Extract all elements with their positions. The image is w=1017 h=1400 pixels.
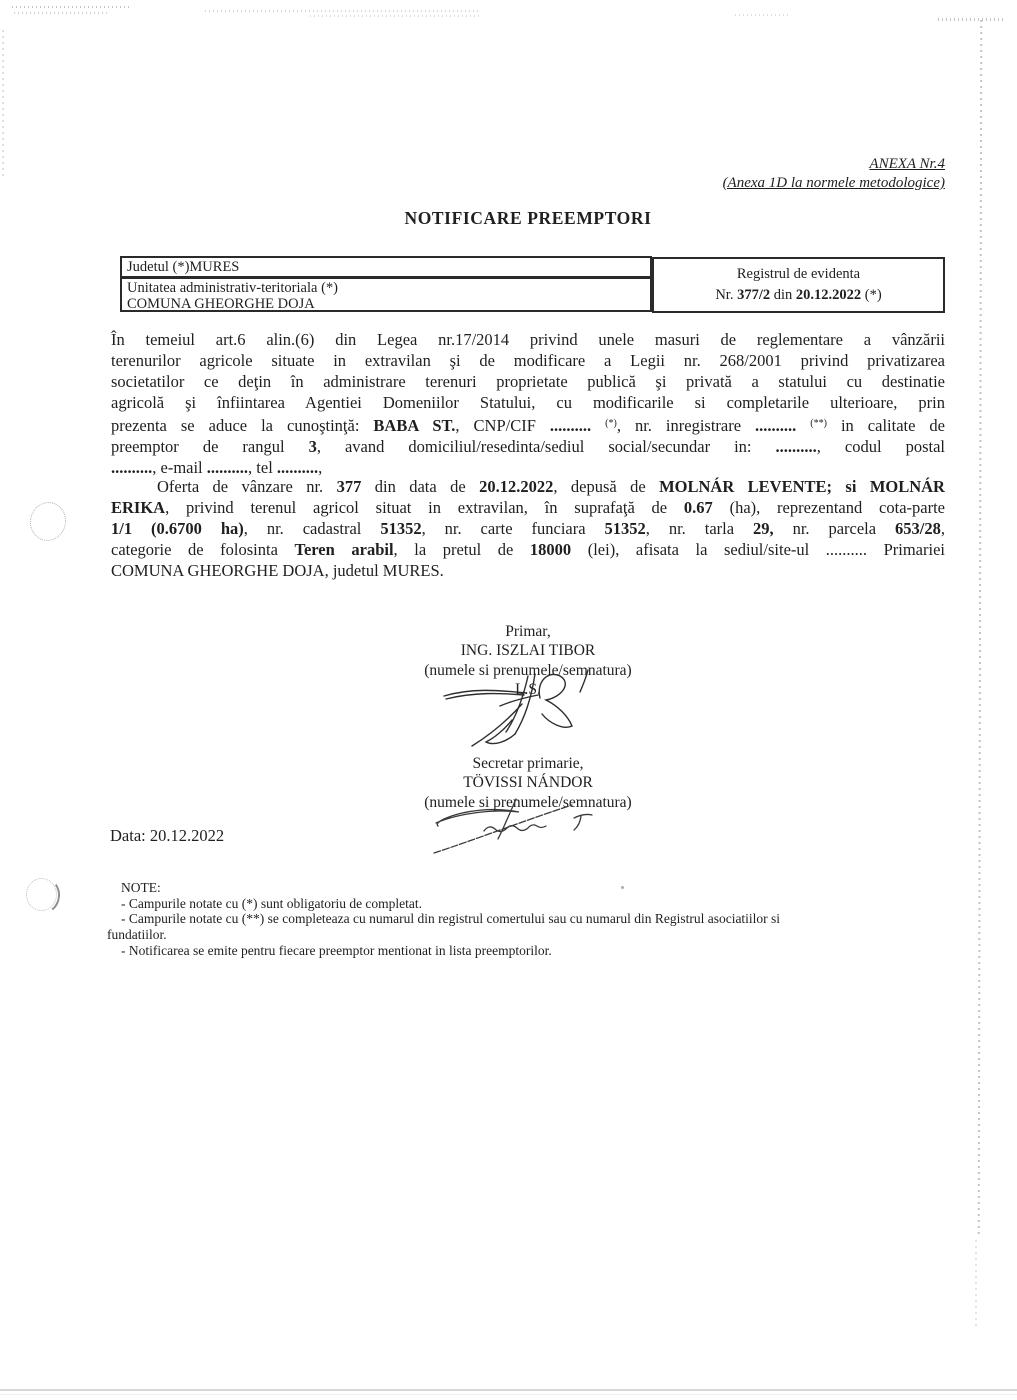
document-title: NOTIFICARE PREEMPTORI [404, 208, 652, 228]
scan-noise-top-mid [205, 10, 480, 12]
secretar-role: Secretar primarie, [472, 755, 584, 772]
hole-punch-mark-upper [26, 499, 69, 545]
secretar-caption: (numele si prenumele/semnatura) [424, 793, 632, 811]
scan-noise-top-right [735, 14, 790, 16]
table-cell-judet: Judetul (*)MURES [120, 256, 652, 278]
annex-line-2: (Anexa 1D la normele metodologice) [722, 175, 945, 191]
scan-noise-right-edge-faded [975, 1240, 977, 1330]
scan-bottom-line-2 [0, 1394, 1017, 1395]
scan-noise-top-mid-2 [310, 15, 480, 17]
primar-caption: (numele si prenumele/semnatura) [424, 661, 632, 679]
secretar-name: TÖVISSI NÁNDOR [463, 774, 593, 792]
paragraph-legal-basis: În temeiul art.6 alin.(6) din Legea nr.17/2014 privind unele masuri de reglementare a vânzării terenurilor agricole situate in extravilan şi de modificare a Legii nr. 268/2001 privind privatizarea societatilor ce deţin în administrare terenuri proprietate publică şi privată a statului cu destinatie agricolă şi înfiintarea Agentiei Domeniilor Statului, cu modificarile si completarile ulterioare, prin prezenta se aduce la cunoştinţă: BABA ST., CNP/CIF .......... (*), nr. inregistrare .......... (**) in calitate de preemptor de rangul 3, avand domiciliul/resedinta/sediul social/secundar in: .........., codul postal .........., e-mail .........., tel .........., [111, 330, 946, 477]
paragraph-sale-offer: Oferta de vânzare nr. 377 din data de 20.12.2022, depusă de MOLNÁR LEVENTE; si MOLNÁR ERIKA, privind terenul agricol situat in extravilan, în suprafaţă de 0.67 (ha), reprezentand cota-parte 1/1 (0.6700 ha), nr. cadastral 51352, nr. carte funciara 51352, nr. tarla 29, nr. parcela 653/28, categorie de folosinta Teren arabil, la pretul de 18000 (lei), afisata la sediul/site-ul .......... Primariei COMUNA GHEORGHE DOJA, judetul MURES. [111, 477, 946, 580]
table-cell-uat [120, 277, 652, 312]
primar-ls: L.S. [515, 681, 541, 699]
annex-reference [723, 155, 945, 193]
uat-value: COMUNA GHEORGHE DOJA [127, 296, 315, 312]
notes-list: - Campurile notate cu (*) sunt obligatoriu de completat. - Campurile notate cu (**) se completeaza cu numarul din registrul comertului sau cu numarul din Registrul asociatiilor si fundatiilor. - Notificarea se emite pentru fiecare preemptor mentionat in lista preemptorilor. [107, 895, 781, 958]
primar-name: ING. ISZLAI TIBOR [460, 642, 596, 660]
handwritten-signature-secretar [424, 793, 614, 861]
primar-role: Primar, [505, 623, 551, 640]
scan-noise-right-edge [978, 20, 983, 1235]
hole-punch-arc [24, 875, 63, 916]
uat-label: Unitatea administrativ-teritoriala (*) [127, 280, 338, 296]
handwritten-signature-primar [436, 664, 611, 752]
scan-noise-top-left-2 [14, 12, 109, 14]
scan-bottom-line [0, 1389, 1017, 1391]
scan-noise-top-corner [938, 18, 1004, 21]
scan-noise-top-left [12, 6, 130, 8]
annex-line-1: ANEXA Nr.4 [869, 156, 945, 172]
scan-noise-left-edge [2, 30, 4, 180]
date-line: Data: 20.12.2022 [110, 826, 225, 845]
table-cell-registry: Registrul de evidenta Nr. 377/2 din 20.12.2022 (*) [652, 257, 945, 313]
notes-section [107, 880, 919, 959]
notes-heading: NOTE: [121, 880, 161, 895]
